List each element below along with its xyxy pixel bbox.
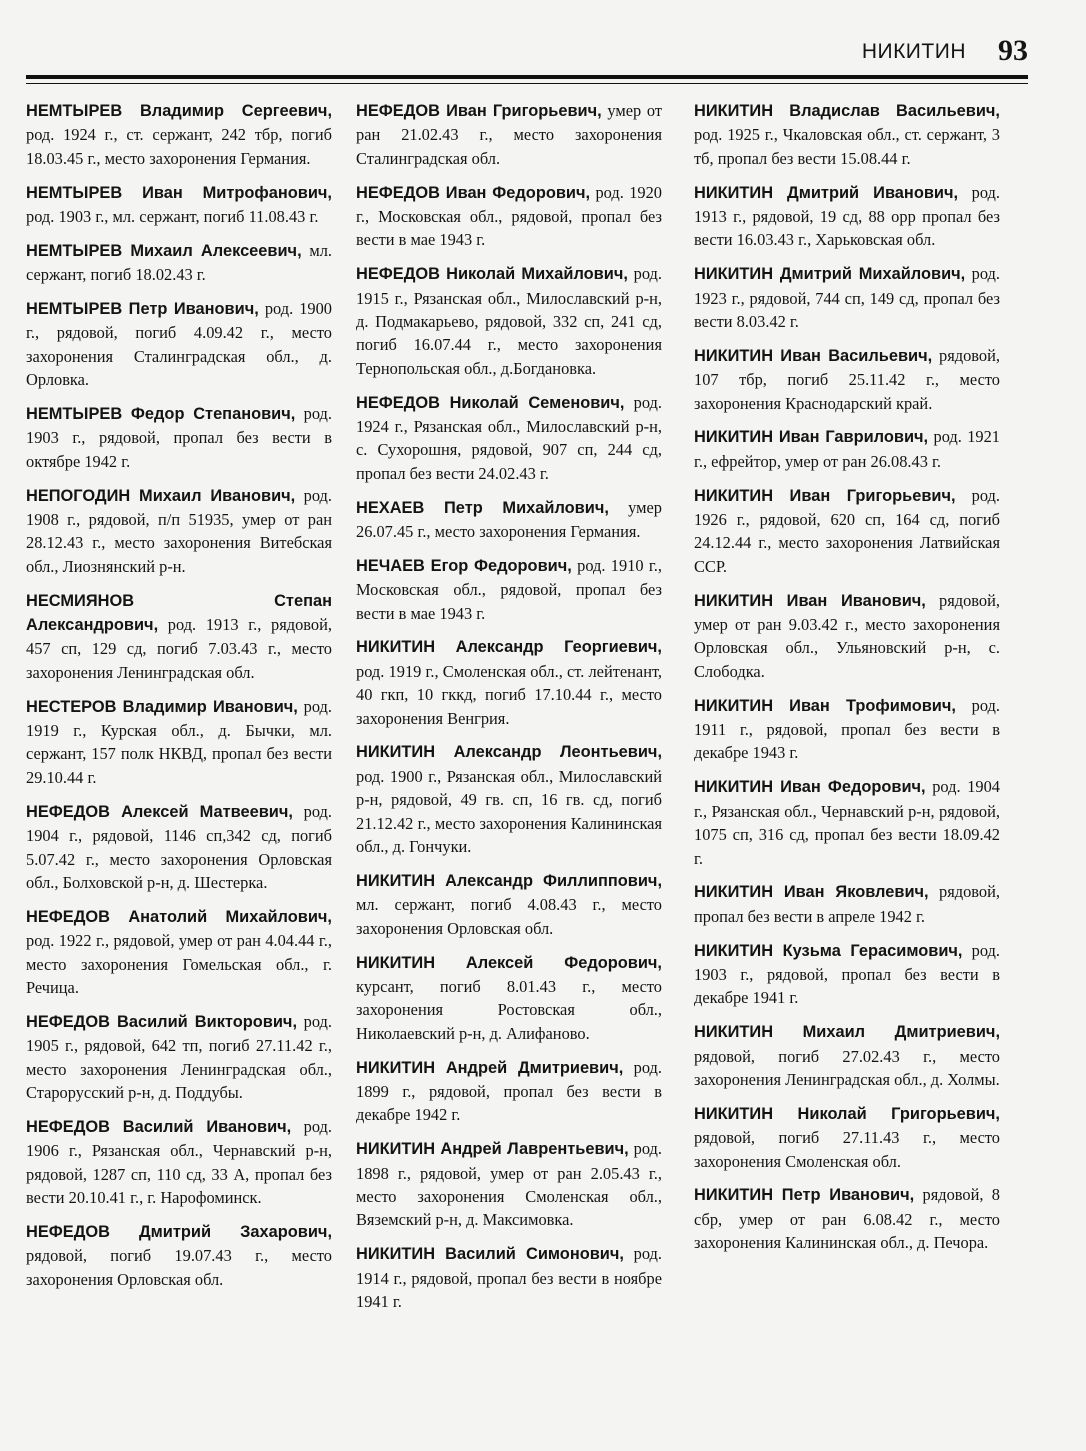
entry-details: род. 1900 г., Рязанская обл., Милославский р-н, рядовой, 49 гв. сп, 16 гв. сд, погиб 21.12.42 г., место захоронения Калининская обл., д. Гончуки. — [356, 766, 662, 857]
header-rule-thin — [26, 83, 1028, 84]
entry — [694, 939, 1000, 1010]
entry-details: род. 1898 г., рядовой, умер от ран 2.05.43 г., место захоронения Смоленская обл., Вяземский р-н, д. Максимовка. — [356, 1139, 662, 1230]
entry-details: рядовой, умер от ран 9.03.42 г., место захоронения Орловская обл., Ульяновский р-н, с. Слободка. — [694, 590, 1000, 681]
entry-name: НИКИТИН Дмитрий Михайлович, — [694, 265, 966, 284]
entry-name: НЕФЕДОВ Дмитрий Захарович, — [26, 1222, 332, 1241]
entry-name: НЕМТЫРЕВ Федор Степанович, — [26, 405, 296, 424]
entry-name: НЕФЕДОВ Николай Семенович, — [356, 393, 625, 412]
entry — [26, 695, 332, 790]
entry — [694, 1183, 1000, 1254]
entry-details: род. 1919 г., Смоленская обл., ст. лейтенант, 40 гкп, 10 гккд, погиб 17.10.44 г., место захоронения Венгрия. — [356, 661, 662, 728]
entry — [26, 181, 332, 229]
page-header — [26, 34, 1028, 74]
entry-details: род. 1920 г., Московская обл., рядовой, пропал без вести в мае 1943 г. — [356, 182, 662, 250]
entry-details: род. 1904 г., рядовой, 1146 сп,342 сд, погиб 5.07.42 г., место захоронения Орловская обл., Болховской р-н, д. Шестерка. — [26, 801, 332, 892]
entry-details: род. 1915 г., Рязанская обл., Милославский р-н, д. Подмакарьево, рядовой, 332 сп, 241 сд, погиб 16.07.44 г., место захоронения Тернопольская обл., д.Богдановка. — [356, 264, 662, 378]
entry-details: род. 1911 г., рядовой, пропал без вести в декабре 1943 г. — [694, 695, 1000, 763]
entry-name: НИКИТИН Василий Симонович, — [356, 1245, 624, 1264]
entry-name: НИКИТИН Иван Трофимович, — [694, 696, 956, 715]
entry — [694, 344, 1000, 415]
entry-details: род. 1926 г., рядовой, 620 сп, 164 сд, погиб 24.12.44 г., место захоронения Латвийская ССР. — [694, 485, 1000, 576]
entry-details: род. 1919 г., Курская обл., д. Бычки, мл. сержант, 157 полк НКВД, пропал без вести 29.10.44 г. — [26, 696, 332, 787]
entry — [356, 554, 662, 625]
entry — [694, 99, 1000, 170]
entry-details: род. 1925 г., Чкаловская обл., ст. сержант, 3 тб, пропал без вести 15.08.44 г. — [694, 125, 1000, 168]
entry-name: НЕФЕДОВ Иван Григорьевич, — [356, 102, 602, 120]
entry — [356, 1056, 662, 1127]
page-number: 93 — [998, 34, 1028, 67]
entry-name: НИКИТИН Иван Яковлевич, — [694, 883, 929, 902]
entry-name: НЕФЕДОВ Николай Михайлович, — [356, 265, 628, 284]
entry-name: НИКИТИН Петр Иванович, — [694, 1186, 915, 1205]
entry-details: род. 1903 г., мл. сержант, погиб 11.08.43 г. — [26, 207, 319, 227]
entry-details: рядовой, погиб 19.07.43 г., место захоронения Орловская обл. — [26, 1246, 332, 1289]
entry-details: умер от ран 21.02.43 г., место захоронения Сталинградская обл. — [356, 101, 662, 168]
entry — [356, 496, 662, 544]
entry — [694, 589, 1000, 684]
entry-name: НИКИТИН Дмитрий Иванович, — [694, 183, 959, 202]
entry-name: НИКИТИН Иван Васильевич, — [694, 346, 933, 365]
entry-name: НИКИТИН Александр Леонтьевич, — [356, 743, 662, 762]
entry-details: род. 1908 г., рядовой, п/п 51935, умер от ран 28.12.43 г., место захоронения Витебская обл., Лиознянский р-н. — [26, 485, 332, 576]
entry — [26, 402, 332, 473]
entry-details: род. 1903 г., рядовой, пропал без вести в октябре 1942 г. — [26, 404, 332, 471]
column-1 — [26, 99, 332, 1301]
entry — [26, 297, 332, 392]
entry-name: НЕСМИЯНОВ Степан Александрович, — [26, 591, 332, 635]
entry-details: мл. сержант, погиб 4.08.43 г., место захоронения Орловская обл. — [356, 895, 662, 938]
entry — [356, 1242, 662, 1313]
entry — [356, 181, 662, 252]
entry-name: НЕФЕДОВ Иван Федорович, — [356, 183, 591, 202]
entry-name: НИКИТИН Николай Григорьевич, — [694, 1104, 1000, 1123]
entry-name: НЕФЕДОВ Василий Викторович, — [26, 1012, 297, 1031]
entry — [26, 800, 332, 895]
entry-name: НЕМТЫРЕВ Петр Иванович, — [26, 300, 259, 319]
entry-name: НИКИТИН Андрей Дмитриевич, — [356, 1058, 624, 1077]
entry — [694, 1020, 1000, 1091]
entry — [356, 869, 662, 940]
entry — [356, 951, 662, 1046]
entry — [694, 880, 1000, 928]
entry-name: НИКИТИН Андрей Лаврентьевич, — [356, 1140, 629, 1159]
entry — [356, 391, 662, 486]
entry — [694, 775, 1000, 870]
entry — [26, 1115, 332, 1210]
entry — [694, 425, 1000, 473]
entry-name: НИКИТИН Иван Иванович, — [694, 591, 926, 610]
header-rule-thick — [26, 75, 1028, 79]
entry-details: род. 1906 г., Рязанская обл., Чернавский р-н, рядовой, 1287 сп, 110 сд, 33 А, пропал без вести 20.10.41 г., г. Нарофоминск. — [26, 1116, 332, 1207]
entry-details: род. 1905 г., рядовой, 642 тп, погиб 27.11.42 г., место захоронения Ленинградская обл., Старорусский р-н, д. Поддубы. — [26, 1011, 332, 1102]
entry-name: НИКИТИН Алексей Федорович, — [356, 953, 662, 972]
entry-details: род. 1924 г., ст. сержант, 242 тбр, погиб 18.03.45 г., место захоронения Германия. — [26, 125, 332, 168]
entry-name: НИКИТИН Иван Федорович, — [694, 778, 926, 797]
entry — [356, 740, 662, 858]
entry-details: род. 1923 г., рядовой, 744 сп, 149 сд, пропал без вести 8.03.42 г. — [694, 264, 1000, 332]
running-head: НИКИТИН — [861, 40, 966, 63]
entry-details: род. 1921 г., ефрейтор, умер от ран 26.08.43 г. — [694, 427, 1000, 471]
entry-name: НЕФЕДОВ Василий Иванович, — [26, 1117, 292, 1136]
entry-details: род. 1900 г., рядовой, погиб 4.09.42 г., место захоронения Сталинградская обл., д. Орловка. — [26, 299, 332, 390]
entry-details: род. 1899 г., рядовой, пропал без вести в декабре 1942 г. — [356, 1057, 662, 1125]
entry-details: род. 1913 г., рядовой, 19 сд, 88 орр пропал без вести 16.03.43 г., Харьковская обл. — [694, 182, 1000, 250]
entry-details: род. 1910 г., Московская обл., рядовой, пропал без вести в мае 1943 г. — [356, 555, 662, 623]
entry — [694, 262, 1000, 333]
entry — [26, 484, 332, 579]
entry-name: НЕФЕДОВ Анатолий Михайлович, — [26, 907, 332, 926]
entry-details: род. 1922 г., рядовой, умер от ран 4.04.44 г., место захоронения Гомельская обл., г. Речица. — [26, 931, 332, 997]
entry-details: род. 1924 г., Рязанская обл., Милославский р-н, с. Сухорошня, рядовой, 907 сп, 244 сд, пропал без вести 24.02.43 г. — [356, 392, 662, 483]
entry-details: рядовой, 107 тбр, погиб 25.11.42 г., место захоронения Краснодарский край. — [694, 345, 1000, 413]
entry-name: НЕХАЕВ Петр Михайлович, — [356, 498, 609, 517]
entry-name: НИКИТИН Иван Григорьевич, — [694, 486, 956, 505]
entry — [356, 262, 662, 380]
entry-details: рядовой, 8 сбр, умер от ран 6.08.42 г., место захоронения Калининская обл., д. Печора. — [694, 1185, 1000, 1253]
entry-details: род. 1904 г., Рязанская обл., Чернавский р-н, рядовой, 1075 сп, 316 сд, пропал без вести 18.09.42 г. — [694, 777, 1000, 868]
entry — [694, 694, 1000, 765]
entry — [694, 484, 1000, 579]
entry — [356, 1137, 662, 1232]
entry-details: рядовой, пропал без вести в апреле 1942 г. — [694, 882, 1000, 926]
entry-name: НЕМТЫРЕВ Михаил Алексеевич, — [26, 241, 302, 260]
entry — [26, 239, 332, 287]
entry — [26, 99, 332, 170]
entry-name: НИКИТИН Кузьма Герасимович, — [694, 941, 963, 960]
entry-details: мл. сержант, погиб 18.02.43 г. — [26, 240, 332, 285]
entry-details: умер 26.07.45 г., место захоронения Германия. — [356, 497, 662, 542]
entry-name: НИКИТИН Иван Гаврилович, — [694, 428, 929, 447]
entry — [26, 1220, 332, 1291]
entry — [26, 1010, 332, 1105]
entry-details: род. 1903 г., рядовой, пропал без вести в декабре 1941 г. — [694, 940, 1000, 1008]
entry-name: НЕЧАЕВ Егор Федорович, — [356, 556, 572, 575]
entry-name: НЕФЕДОВ Алексей Матвеевич, — [26, 802, 293, 821]
entry-details: род. 1914 г., рядовой, пропал без вести в ноябре 1941 г. — [356, 1244, 662, 1311]
entry — [356, 99, 662, 170]
entry-name: НИКИТИН Александр Георгиевич, — [356, 638, 662, 657]
entry-details: курсант, погиб 8.01.43 г., место захоронения Ростовская обл., Николаевский р-н, д. Алифаново. — [356, 976, 662, 1043]
entry-details: рядовой, погиб 27.02.43 г., место захоронения Ленинградская обл., д. Холмы. — [694, 1046, 1000, 1089]
entry-name: НЕСТЕРОВ Владимир Иванович, — [26, 697, 298, 716]
entry — [356, 635, 662, 730]
entry — [694, 181, 1000, 252]
entry-name: НЕМТЫРЕВ Владимир Сергеевич, — [26, 102, 332, 120]
entry-name: НИКИТИН Александр Филлиппович, — [356, 871, 662, 890]
entry-name: НИКИТИН Владислав Васильевич, — [694, 102, 1000, 120]
entry-name: НЕМТЫРЕВ Иван Митрофанович, — [26, 183, 332, 202]
column-2 — [356, 99, 662, 1324]
entry — [26, 905, 332, 1000]
entry-details: род. 1913 г., рядовой, 457 сп, 129 сд, погиб 7.03.43 г., место захоронения Ленинградская обл. — [26, 615, 332, 682]
entry-details: рядовой, погиб 27.11.43 г., место захоронения Смоленская обл. — [694, 1128, 1000, 1171]
column-3 — [694, 99, 1000, 1265]
entry-name: НИКИТИН Михаил Дмитриевич, — [694, 1023, 1000, 1042]
entry-name: НЕПОГОДИН Михаил Иванович, — [26, 486, 296, 505]
entry — [694, 1102, 1000, 1173]
entry — [26, 589, 332, 685]
